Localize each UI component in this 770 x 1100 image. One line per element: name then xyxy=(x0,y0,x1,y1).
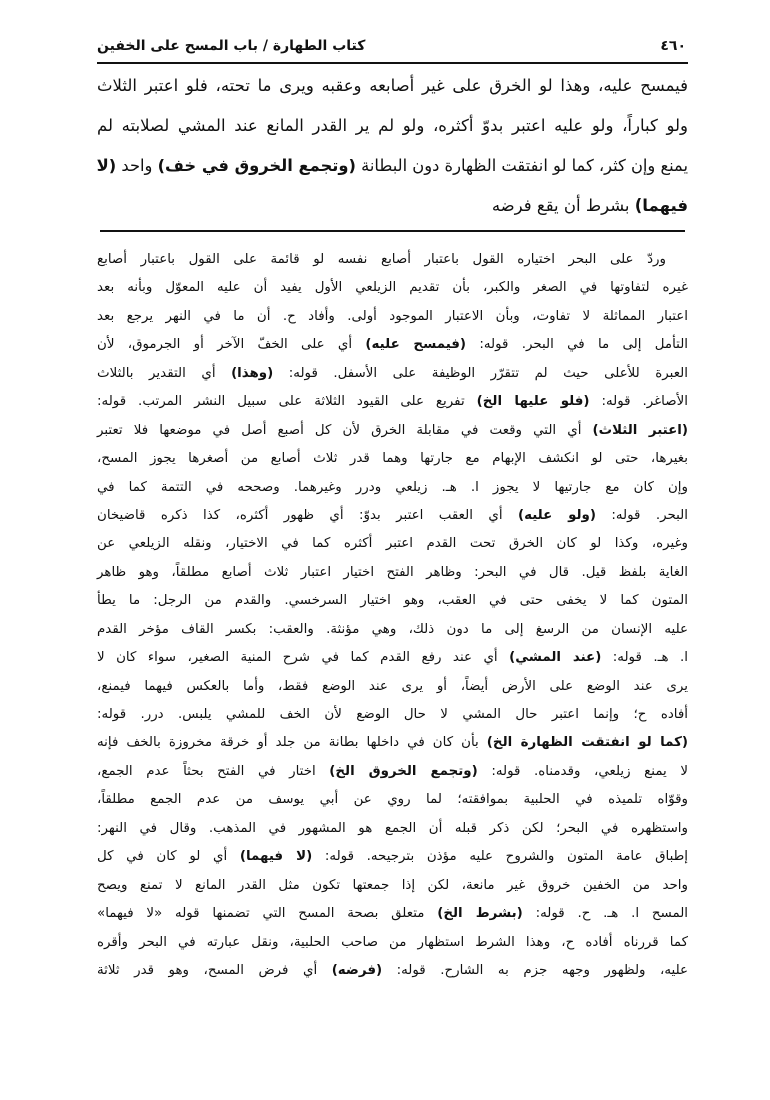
running-title: كتاب الطهارة / باب المسح على الخفين xyxy=(97,38,366,54)
text-segment: وردّ على البحر اختياره القول باعتبار أصابع نفسه لو قائمة على القول باعتبار أصابع xyxy=(97,252,666,267)
text-segment: ا. هـ. قوله: xyxy=(601,650,688,666)
sharh-line xyxy=(97,872,688,900)
text-segment: المتون كما لا يخفى حتى في العقب، وهو اختيار السرخسي. والقدم من الرجل: ما يطأ xyxy=(97,593,688,609)
page-header xyxy=(97,36,688,58)
sharh-line xyxy=(97,758,688,786)
quoted-keyword: (لا xyxy=(96,156,117,175)
text-segment: العبرة للأعلى حيث لم تتقرّر الوظيفة على الأسفل. قوله: xyxy=(273,365,688,381)
sharh-line xyxy=(97,701,688,729)
text-segment: عليه، ولظهور وجهه جزم به الشارح. قوله: xyxy=(382,962,688,978)
quoted-keyword: (وتجمع الخروق الخ) xyxy=(329,763,478,779)
text-segment: أي التقدير بالثلاث xyxy=(97,365,232,381)
text-segment: لا يمنع زيلعي، وقدمناه. قوله: xyxy=(477,763,688,779)
sharh-line xyxy=(97,530,688,558)
quoted-keyword: (اعتبر الثلاث) xyxy=(592,422,689,438)
text-segment: أي العقب اعتبر بدوّ: أي ظهور أكثره، كذا ذكره قاضيخان xyxy=(97,507,518,523)
quoted-keyword: (لا فيهما) xyxy=(239,849,313,865)
text-segment: البحر. قوله: xyxy=(595,507,688,523)
sharh-line xyxy=(97,900,688,928)
sharh-line xyxy=(97,274,688,302)
sharh-line xyxy=(97,786,688,814)
text-segment: الغاية بلفظ قيل. قال في البحر: وظاهر الفتح اختيار اعتبار ثلاث أصابع مطلقاً، وهو ظاهر xyxy=(97,564,688,580)
text-segment: أفاده ح؛ وإنما اعتبر حال المشي لا حال الوضع لأن الخف للمشي يلبس. درر. قوله: xyxy=(97,707,688,722)
matn-line xyxy=(97,66,688,106)
text-segment: ولو كباراً، ولو عليه اعتبر بدوّ أكثره، ولو لم ير القدر المانع عند المشي لصلابته لم xyxy=(97,116,688,135)
text-segment: اعتبار المماثلة لا تفاوت، وبأن الاعتبار الموجود أولى. وأفاد ح. أن ما في النهر يرجع بعد xyxy=(97,308,688,324)
text-segment: يمنع وإن كثر، كما لو انفتقت الظهارة دون البطانة xyxy=(355,156,688,175)
sharh-line xyxy=(97,559,688,587)
text-segment: المسح ا. هـ. ح. قوله: xyxy=(522,906,689,922)
text-segment: أي عند رفع القدم كما في شرح المنية الصغير، سواء كان لا xyxy=(97,650,510,666)
matn-line xyxy=(97,146,688,186)
sharh-line xyxy=(97,303,688,331)
text-segment: بشرط أن يقع فرضه xyxy=(491,196,635,215)
text-segment: أي التي وقعت في مقابلة الخرق لأن كل أصبع أصل في موضعها فلا تعتبر xyxy=(97,422,593,438)
text-segment: وغيره، وكذا لو كان الخرق تحت القدم اعتبر أكثره كما في الاختيار، ونقله الزيلعي عن xyxy=(97,536,688,552)
sharh-line xyxy=(97,929,688,957)
sharh-line xyxy=(97,474,688,502)
sharh-line xyxy=(97,246,688,274)
text-segment: أي لو كان في كل xyxy=(97,849,240,865)
page-number: ٤٦٠ xyxy=(660,38,686,54)
text-segment: كما قررناه أفاده ح، وهذا الشرط استظهار من صاحب الحلبية، ونقل عبارته في البحر وأقره xyxy=(97,934,688,950)
sharh-line xyxy=(97,331,688,359)
text-segment: يرى عند الوضع على الأرض أيضاً، أو يرى عند الوضع فقط، وأما بالعكس فيهما فيمنع، xyxy=(97,678,688,694)
quoted-keyword: (بشرط الخ) xyxy=(437,906,523,922)
quoted-keyword: (وتجمع الخروق في خف) xyxy=(157,156,356,175)
sharh-line xyxy=(97,673,688,701)
text-segment: عليه الإنسان من الرسغ إلى ما دون ذلك، وهي مؤنثة. والعقب: بكسر القاف مؤخر القدم xyxy=(97,621,688,637)
text-segment: متعلق بصحة المسح التي تضمنها قوله «لا فيهما» xyxy=(97,906,438,922)
sharh-line xyxy=(97,729,688,757)
text-segment: اختار في الفتح بحثاً عدم الجمع، xyxy=(97,763,330,779)
text-segment: أي فرض المسح، وهو قدر ثلاثة xyxy=(97,962,332,978)
sharh-line xyxy=(97,587,688,615)
text-segment: واستظهره في البحر؛ لكن ذكر قبله أن الجمع هو المشهور في المذهب. وقال في النهر: xyxy=(97,820,688,836)
sharh-line xyxy=(97,616,688,644)
matn-text xyxy=(97,66,688,226)
sharh-line xyxy=(97,502,688,530)
text-segment: واحد من الخفين خروق غير مانعة، لكن إذا جمعتها تكون مثل القدر المانع لا تمنع ويصح xyxy=(97,877,688,893)
text-segment: فيمسح عليه، وهذا لو الخرق على غير أصابعه وعقبه ويرى ما تحته، فلو اعتبر الثلاث xyxy=(97,76,688,95)
quoted-keyword: (ولو عليه) xyxy=(517,507,596,523)
quoted-keyword: فيهما) xyxy=(634,196,688,215)
sharh-commentary xyxy=(97,246,688,985)
quoted-keyword: (فلو عليها الخ) xyxy=(476,394,590,410)
text-segment: بأن كان في داخلها بطانة من جلد أو خرقة مخروزة بالخف فإنه xyxy=(97,735,487,751)
sharh-line xyxy=(97,445,688,473)
text-segment: بغيرها، حتى لو انكشف الإبهام مع جارتها وهما قدر ثلاث أصابع من أصغرها يجوز المسح، xyxy=(97,451,688,467)
text-segment: أي على الخفّ الآخر أو الجرموق، لأن xyxy=(97,337,366,353)
quoted-keyword: (فيمسح عليه) xyxy=(365,337,467,353)
text-segment: غيره لتفاوتها في الصغر والكبر، بأن تقديم الزيلعي الأول يفيد أن عليه المعوّل وبأنه بعد xyxy=(97,280,688,296)
text-segment: التأمل إلى ما في البحر. قوله: xyxy=(466,337,688,353)
sharh-line xyxy=(97,644,688,672)
text-segment: الأصاغر. قوله: xyxy=(589,394,688,410)
sharh-line xyxy=(97,360,688,388)
text-segment: تفريع على القيود الثلاثة على سبيل النشر المرتب. قوله: xyxy=(97,394,477,410)
quoted-keyword: (فرضه) xyxy=(331,962,383,978)
text-segment: وقوّاه تلميذه في الحلبية بموافقته؛ لما روي عن أبي يوسف من عدم الجمع مطلقاً، xyxy=(97,792,688,808)
sharh-line xyxy=(97,388,688,416)
quoted-keyword: (كما لو انفتقت الظهارة الخ) xyxy=(486,735,688,751)
header-rule xyxy=(97,62,688,64)
sharh-line xyxy=(97,815,688,843)
matn-line xyxy=(97,186,688,226)
text-segment: إطباق عامة المتون والشروح عليه مؤذن بترجيحه. قوله: xyxy=(312,849,688,865)
matn-line xyxy=(97,106,688,146)
sharh-line xyxy=(97,843,688,871)
text-segment: واحد xyxy=(116,156,158,175)
text-segment: وإن كان مع جارتيها لا يجوز ا. هـ. زيلعي ودرر وغيرهما. وصححه في التتمة كما في xyxy=(97,479,688,495)
matn-sharh-separator xyxy=(100,230,685,232)
quoted-keyword: (عند المشي) xyxy=(509,650,602,666)
sharh-line xyxy=(97,417,688,445)
sharh-line xyxy=(97,957,688,985)
quoted-keyword: (وهذا) xyxy=(231,365,274,381)
